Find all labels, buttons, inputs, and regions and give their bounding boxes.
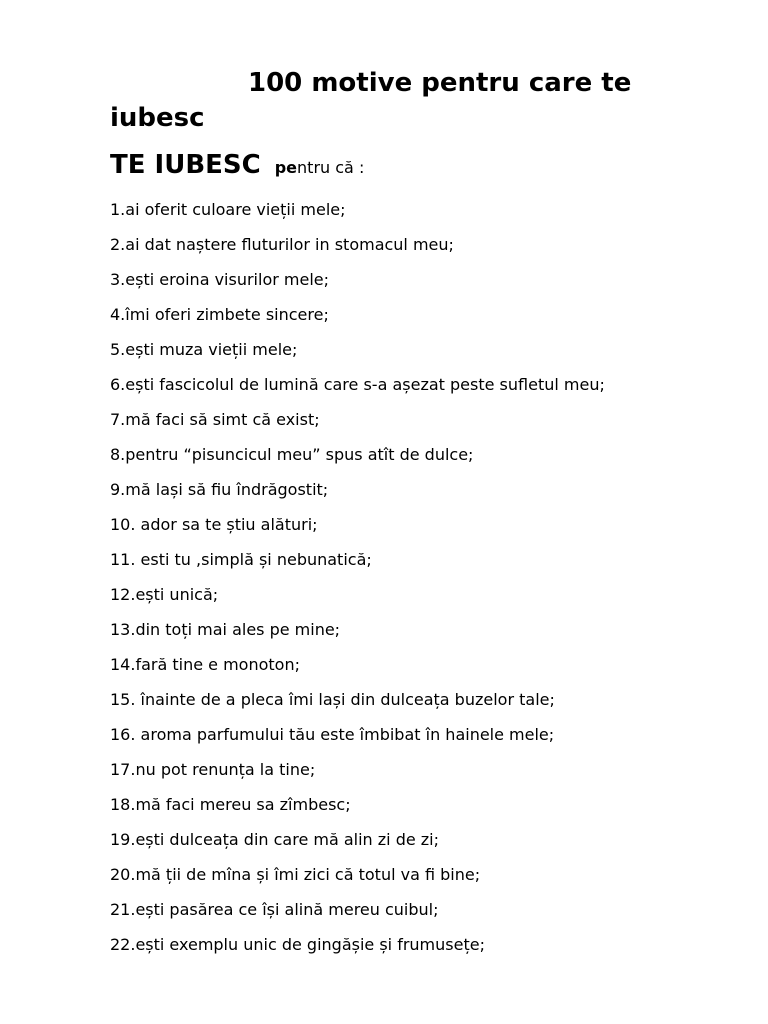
reason-item: 3.ești eroina visurilor mele; xyxy=(110,270,330,289)
reason-item: 8.pentru “pisuncicul meu” spus atît de dulce; xyxy=(110,445,474,464)
document-title: 100 motive pentru care te iubesc xyxy=(110,68,632,133)
reason-item: 10. ador sa te știu alături; xyxy=(110,515,318,534)
reason-item: 12.ești unică; xyxy=(110,585,219,604)
reason-item: 7.mă faci să simt că exist; xyxy=(110,410,320,429)
subtitle-heading: TE IUBESC xyxy=(110,150,261,180)
reason-item: 13.din toți mai ales pe mine; xyxy=(110,620,341,639)
subtitle-continuation xyxy=(275,158,365,177)
reason-item: 6.ești fascicolul de lumină care s-a așezat peste sufletul meu; xyxy=(110,375,605,394)
reason-item: 5.ești muza vieții mele; xyxy=(110,340,298,359)
reason-item: 18.mă faci mereu sa zîmbesc; xyxy=(110,795,351,814)
reasons-list xyxy=(110,198,605,968)
reason-item: 2.ai dat naștere fluturilor in stomacul meu; xyxy=(110,235,454,254)
reason-item: 20.mă ții de mîna și îmi zici că totul va fi bine; xyxy=(110,865,481,884)
reason-item: 9.mă lași să fiu îndrăgostit; xyxy=(110,480,329,499)
reason-item: 14.fară tine e monoton; xyxy=(110,655,300,674)
reason-item: 15. înainte de a pleca îmi lași din dulceața buzelor tale; xyxy=(110,690,555,709)
reason-item: 4.îmi oferi zimbete sincere; xyxy=(110,305,329,324)
reason-item: 11. esti tu ,simplă și nebunatică; xyxy=(110,550,372,569)
subtitle-bold-fragment: pe xyxy=(274,158,298,177)
subtitle-plain-fragment: ntru că : xyxy=(297,158,365,177)
reason-item: 1.ai oferit culoare vieții mele; xyxy=(110,200,346,219)
reason-item: 16. aroma parfumului tău este îmbibat în hainele mele; xyxy=(110,725,555,744)
reason-item: 19.ești dulceața din care mă alin zi de zi; xyxy=(110,830,440,849)
reason-item: 21.ești pasărea ce își alină mereu cuibul; xyxy=(110,900,439,919)
document-subtitle xyxy=(110,150,364,180)
reason-item: 22.ești exemplu unic de gingășie și frumusețe; xyxy=(110,935,485,954)
reason-item: 17.nu pot renunța la tine; xyxy=(110,760,316,779)
